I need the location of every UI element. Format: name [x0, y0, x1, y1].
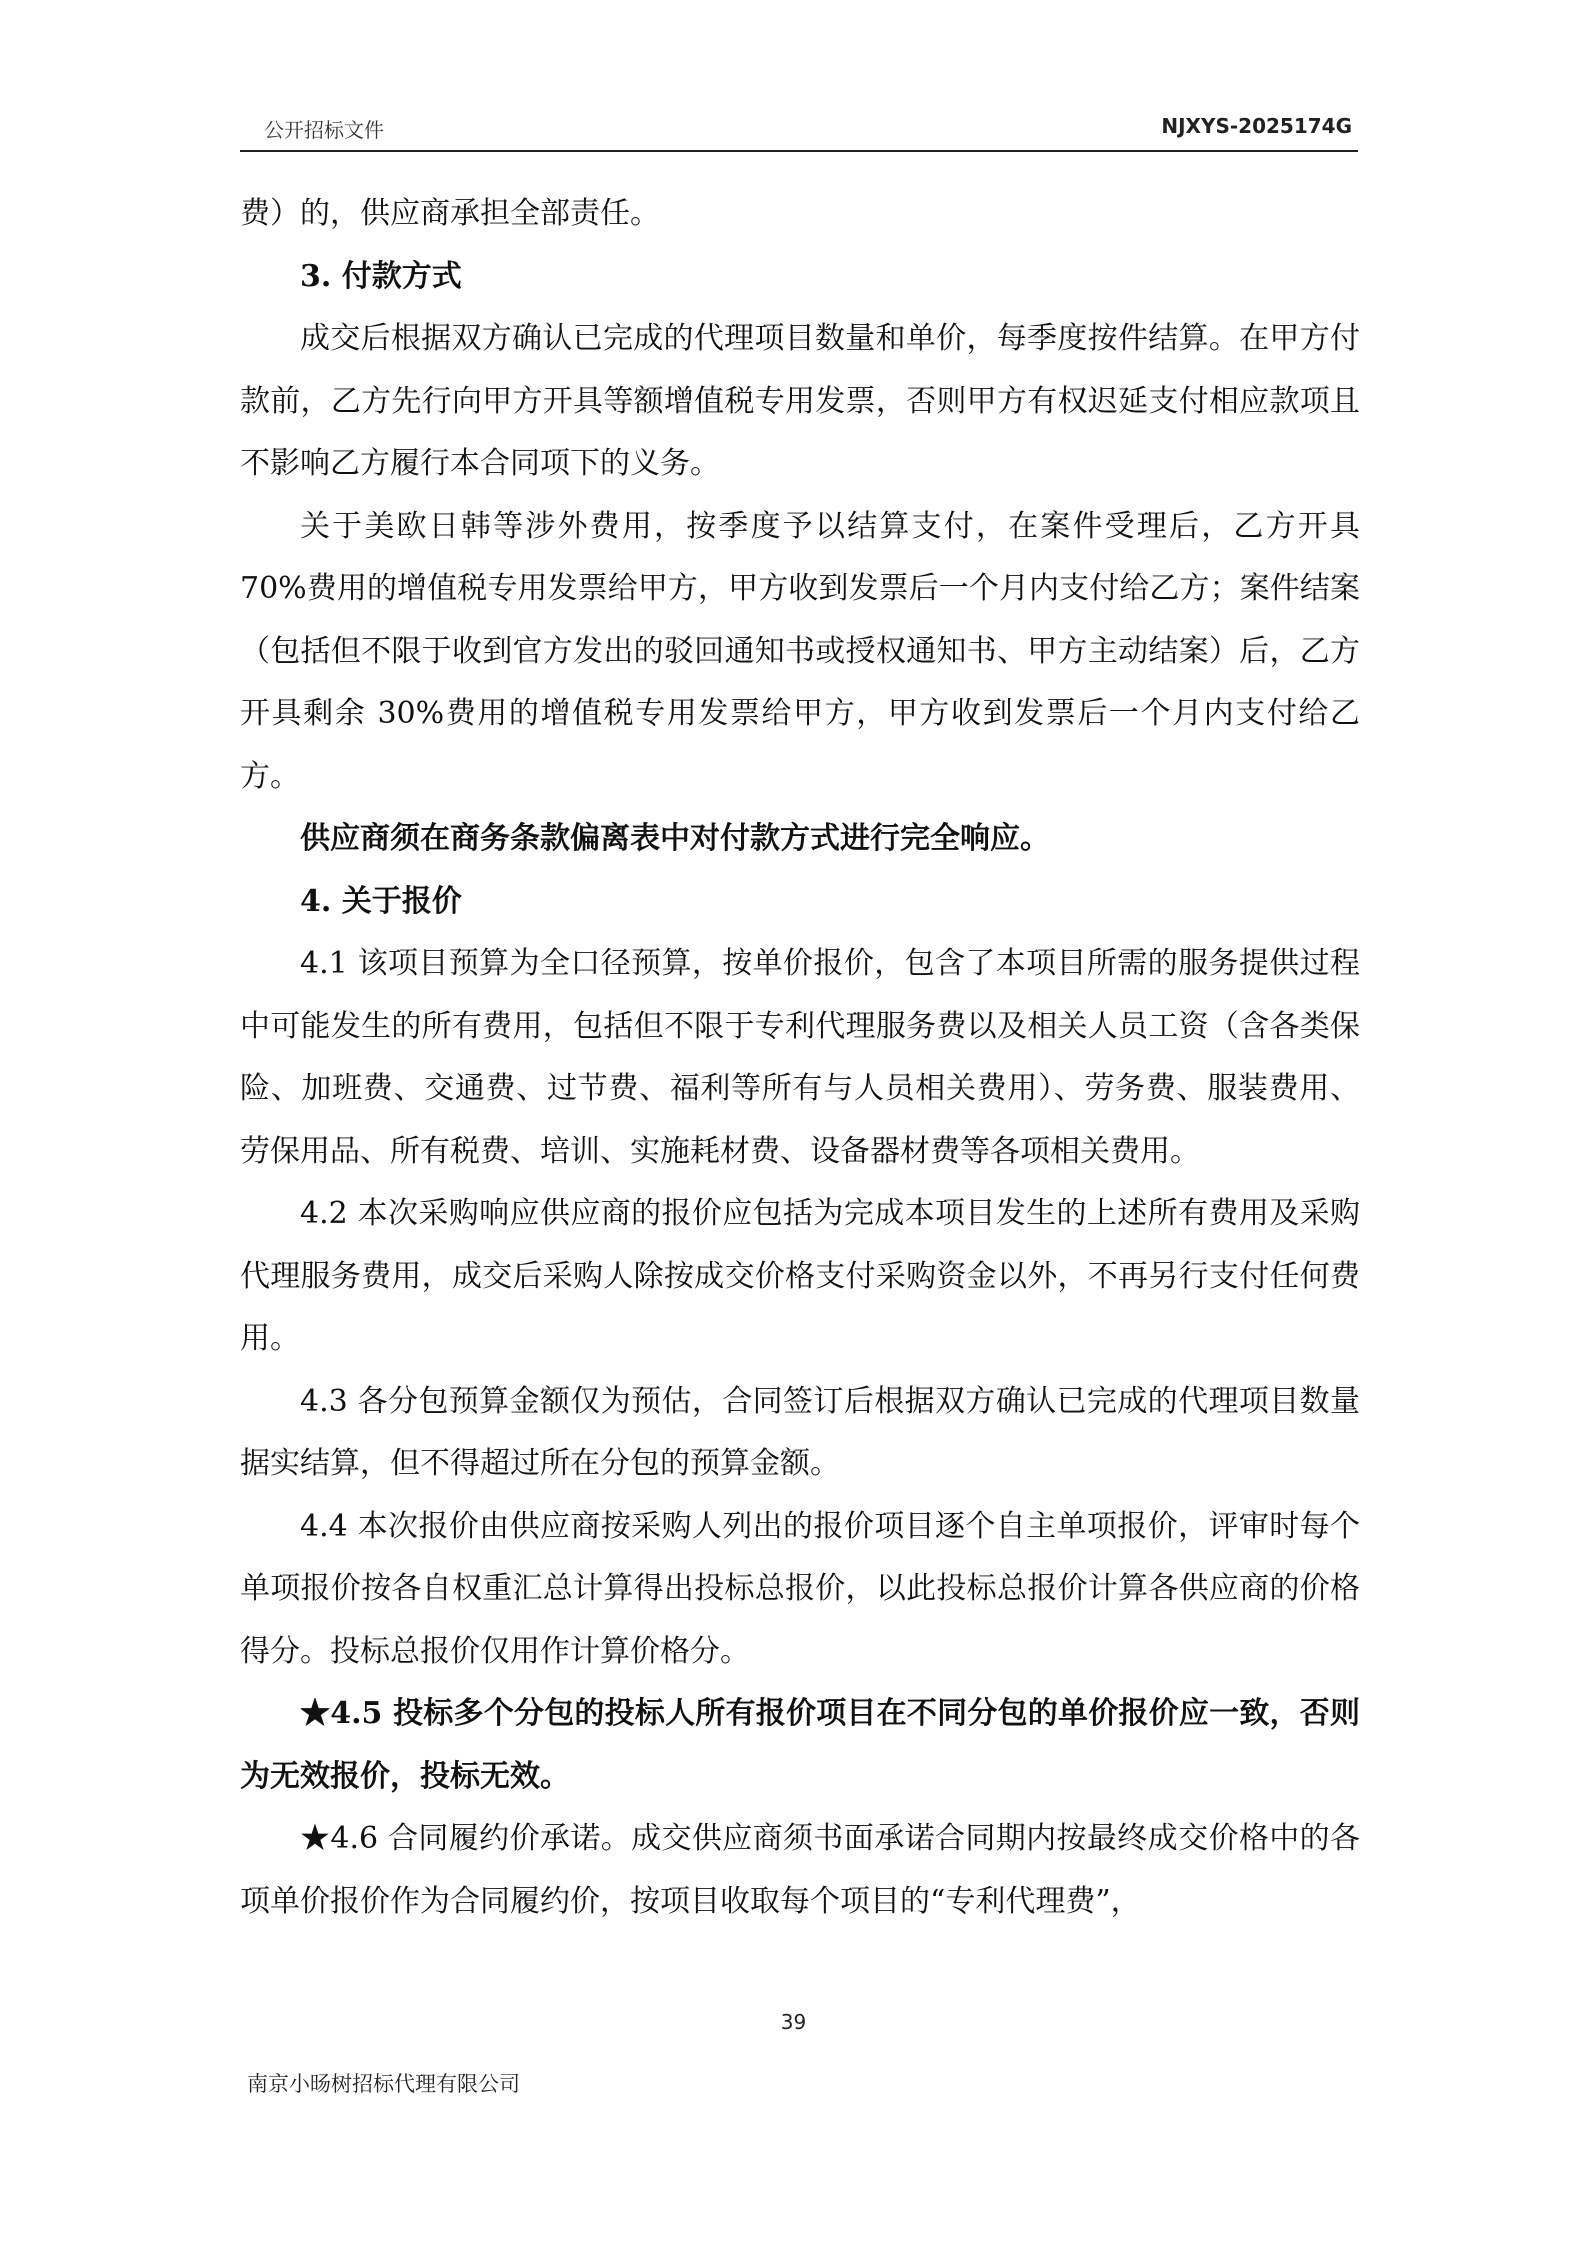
- document-body: [240, 183, 1360, 1933]
- paragraph-4-1: 4.1 该项目预算为全口径预算，按单价报价，包含了本项目所需的服务提供过程中可能发生的所有费用，包括但不限于专利代理服务费以及相关人员工资（含各类保险、加班费、交通费、过节费、福利等所有与人员相关费用）、劳务费、服装费用、劳保用品、所有税费、培训、实施耗材费、设备器材费等各项相关费用。: [240, 946, 1360, 1169]
- header-doc-type: 公开招标文件: [264, 118, 384, 142]
- paragraph-4-3: 4.3 各分包预算金额仅为预估，合同签订后根据双方确认已完成的代理项目数量据实结算，但不得超过所在分包的预算金额。: [240, 1383, 1360, 1481]
- paragraph-4-2: 4.2 本次采购响应供应商的报价应包括为完成本项目发生的上述所有费用及采购代理服务费用，成交后采购人除按成交价格支付采购资金以外，不再另行支付任何费用。: [240, 1196, 1360, 1356]
- paragraph-foreign-fees: 关于美欧日韩等涉外费用，按季度予以结算支付，在案件受理后，乙方开具 70%费用的增值税专用发票给甲方，甲方收到发票后一个月内支付给乙方；案件结案（包括但不限于收到官方发出的驳回通知书或授权通知书、甲方主动结案）后，乙方开具剩余 30%费用的增值税专用发票给甲方，甲方收到发票后一个月内支付给乙方。: [240, 508, 1360, 794]
- page-number: 39: [780, 2010, 807, 2034]
- paragraph-4-4: 4.4 本次报价由供应商按采购人列出的报价项目逐个自主单项报价，评审时每个单项报价按各自权重汇总计算得出投标总报价，以此投标总报价计算各供应商的价格得分。投标总报价仅用作计算价格分。: [240, 1508, 1360, 1669]
- paragraph-4-6: ★4.6 合同履约价承诺。成交供应商须书面承诺合同期内按最终成交价格中的各项单价报价作为合同履约价，按项目收取每个项目的“专利代理费”，: [240, 1821, 1360, 1919]
- paragraph-1: 费）的，供应商承担全部责任。: [240, 196, 660, 231]
- paragraph-payment-settlement: 成交后根据双方确认已完成的代理项目数量和单价，每季度按件结算。在甲方付款前，乙方先行向甲方开具等额增值税专用发票，否则甲方有权迟延支付相应款项且不影响乙方履行本合同项下的义务。: [240, 321, 1360, 481]
- header-doc-number: NJXYS-2025174G: [1161, 114, 1352, 138]
- paragraph-payment-response: 供应商须在商务条款偏离表中对付款方式进行完全响应。: [300, 821, 1050, 856]
- page-header: [240, 112, 1358, 152]
- section-heading-quotation: 4. 关于报价: [300, 883, 462, 919]
- page-footer-company: 南京小旸树招标代理有限公司: [247, 2072, 520, 2096]
- paragraph-4-5: ★4.5 投标多个分包的投标人所有报价项目在不同分包的单价报价应一致，否则为无效报价，投标无效。: [240, 1696, 1360, 1794]
- section-heading-payment: 3. 付款方式: [300, 258, 462, 294]
